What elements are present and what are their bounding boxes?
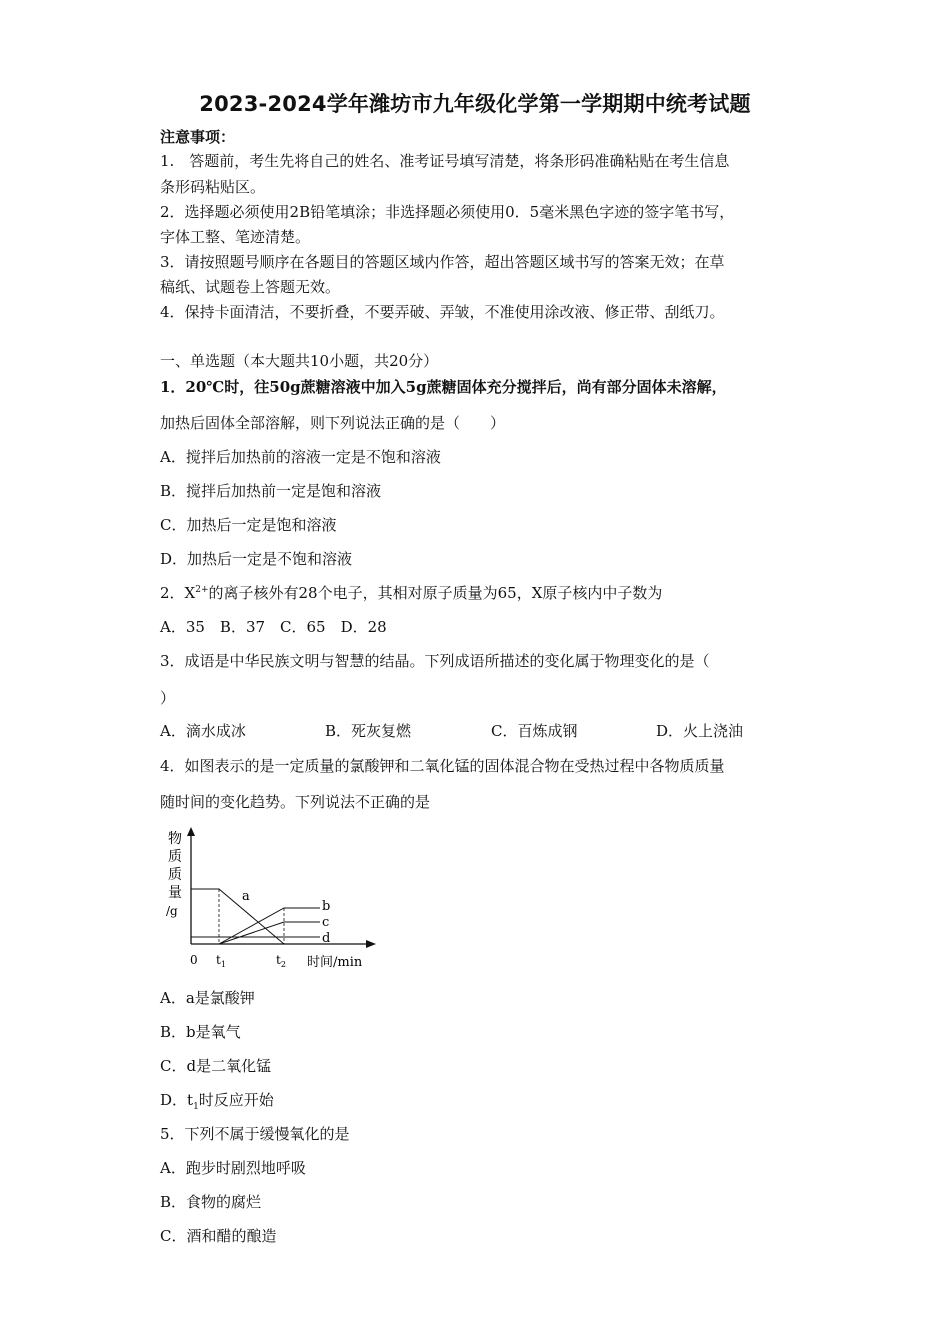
q4-option-d	[160, 1090, 274, 1110]
q5-stem: 5．下列不属于缓慢氧化的是	[160, 1125, 350, 1143]
q4-option-d-a: D．t	[160, 1091, 194, 1109]
q1-option: B．搅拌后加热前一定是饱和溶液	[160, 482, 382, 500]
curve-label-b: b	[322, 899, 331, 914]
q4-option: A．a是氯酸钾	[160, 989, 255, 1007]
q3-option: D．火上浇油	[656, 722, 744, 740]
curve-a	[191, 889, 284, 944]
q5-option: A．跑步时剧烈地呼吸	[160, 1159, 306, 1177]
curve-label-c: c	[322, 915, 330, 930]
notice-line: 2．选择题必须使用2B铅笔填涂；非选择题必须使用0．5毫米黑色字迹的签字笔书写，	[160, 203, 735, 221]
q2-stem-b: 的离子核外有28个电子，其相对原子质量为65，X原子核内中子数为	[208, 584, 663, 602]
y-label-unit: /g	[166, 904, 178, 918]
q2-options: A．35 B．37 C．65 D．28	[160, 618, 387, 636]
q4-option-d-b: 时反应开始	[198, 1091, 274, 1109]
page-title: 2023-2024学年潍坊市九年级化学第一学期期中统考试题	[199, 92, 751, 116]
section-heading: 一、单选题（本大题共10小题，共20分）	[160, 352, 439, 370]
x-label: 时间/min	[307, 955, 363, 970]
q3-stem: ）	[160, 689, 176, 707]
origin-label: 0	[190, 953, 198, 967]
q5-option: B．食物的腐烂	[160, 1193, 262, 1211]
q3-option: C．百炼成钢	[491, 722, 578, 740]
q4-stem: 随时间的变化趋势。下列说法不正确的是	[160, 793, 431, 811]
notice-line: 字体工整、笔迹清楚。	[160, 228, 311, 246]
notice-line: 3．请按照题号顺序在各题目的答题区域内作答，超出答题区域书写的答案无效；在草	[160, 253, 725, 271]
q1-stem: 1．20℃时，往50g蔗糖溶液中加入5g蔗糖固体充分搅拌后，尚有部分固体未溶解，	[160, 378, 727, 396]
notice-line: 4．保持卡面清洁，不要折叠，不要弄破、弄皱，不准使用涂改液、修正带、刮纸刀。	[160, 303, 725, 321]
q4-option: B．b是氧气	[160, 1023, 241, 1041]
q2-stem-a: 2．X	[160, 584, 196, 602]
q1-option: A．搅拌后加热前的溶液一定是不饱和溶液	[160, 448, 441, 466]
q3-option: A．滴水成冰	[160, 722, 246, 740]
mass-time-diagram	[160, 826, 385, 974]
q4-option: C．d是二氧化锰	[160, 1057, 272, 1075]
y-axis-arrow	[187, 827, 195, 836]
q4-stem: 4．如图表示的是一定质量的氯酸钾和二氧化锰的固体混合物在受热过程中各物质质量	[160, 757, 725, 775]
curve-c	[219, 922, 320, 944]
t2-label: $t_2$	[276, 953, 286, 969]
q2-superscript: 2+	[195, 585, 209, 595]
notice-line: 稿纸、试题卷上答题无效。	[160, 278, 341, 296]
curve-label-d: d	[322, 931, 331, 946]
q2-stem	[160, 583, 662, 603]
q4-option-d-sub: 1	[193, 1102, 199, 1112]
q1-option: C．加热后一定是饱和溶液	[160, 516, 337, 534]
q5-option: C．酒和醋的酿造	[160, 1227, 277, 1245]
q1-option: D．加热后一定是不饱和溶液	[160, 550, 353, 568]
y-label-char: 质	[168, 849, 182, 865]
curve-label-a: a	[242, 889, 250, 904]
y-label-char: 物	[168, 831, 182, 847]
y-label-char: 量	[168, 885, 182, 901]
x-axis-arrow	[366, 940, 376, 948]
t1-label: $t_1$	[216, 953, 226, 969]
q3-stem: 3．成语是中华民族文明与智慧的结晶。下列成语所描述的变化属于物理变化的是（	[160, 652, 710, 670]
notice-line: 1. 答题前，考生先将自己的姓名、准考证号填写清楚，将条形码准确粘贴在考生信息	[160, 152, 730, 170]
q3-option: B．死灰复燃	[325, 722, 412, 740]
notice-line: 条形码粘贴区。	[160, 178, 266, 196]
notice-heading: 注意事项：	[160, 128, 236, 146]
y-label-char: 质	[168, 867, 182, 883]
q1-stem: 加热后固体全部溶解，则下列说法正确的是（ ）	[160, 414, 506, 432]
